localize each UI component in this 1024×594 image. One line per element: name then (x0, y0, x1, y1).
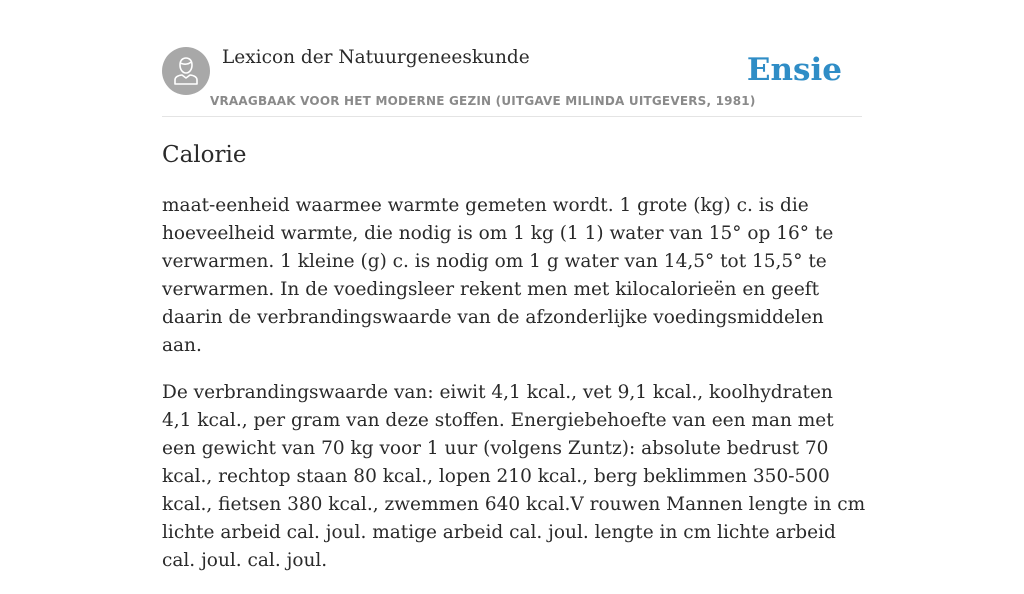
entry-body (162, 192, 866, 594)
entry-paragraph: maat-eenheid waarmee warmte gemeten wordt. 1 grote (kg) c. is die hoeveelheid warmte, die nodig is om 1 kg (1 1) water van 15° op 16° te verwarmen. 1 kleine (g) c. is nodig om 1 g water van 14,5° tot 15,5° te verwarmen. In de voedingsleer rekent men met kilocalorieën en geeft daarin de verbrandingswaarde van de afzonderlijke voedingsmiddelen aan. (162, 195, 834, 356)
source-header (162, 46, 862, 117)
ensie-logo[interactable]: Ensie (746, 52, 842, 88)
user-silhouette-icon[interactable] (162, 47, 210, 95)
entry-title: Calorie (162, 142, 247, 168)
entry-paragraph: De verbrandingswaarde van: eiwit 4,1 kcal., vet 9,1 kcal., koolhydraten 4,1 kcal., per gram van deze stoffen. Energiebehoefte van een man met een gewicht van 70 kg voor 1 uur (volgens Zuntz): absolute bedrust 70 kcal., rechtop staan 80 kcal., lopen 210 kcal., berg beklimmen 350-500 kcal., fietsen 380 kcal., zwemmen 640 kcal.V rouwen Mannen lengte in cm lichte arbeid cal. joul. matige arbeid cal. joul. lengte in cm lichte arbeid cal. joul. cal. joul. (162, 382, 866, 571)
source-subtitle: VRAAGBAAK VOOR HET MODERNE GEZIN (UITGAVE MILINDA UITGEVERS, 1981) (210, 94, 756, 108)
source-title-link[interactable]: Lexicon der Natuurgeneeskunde (222, 47, 530, 68)
